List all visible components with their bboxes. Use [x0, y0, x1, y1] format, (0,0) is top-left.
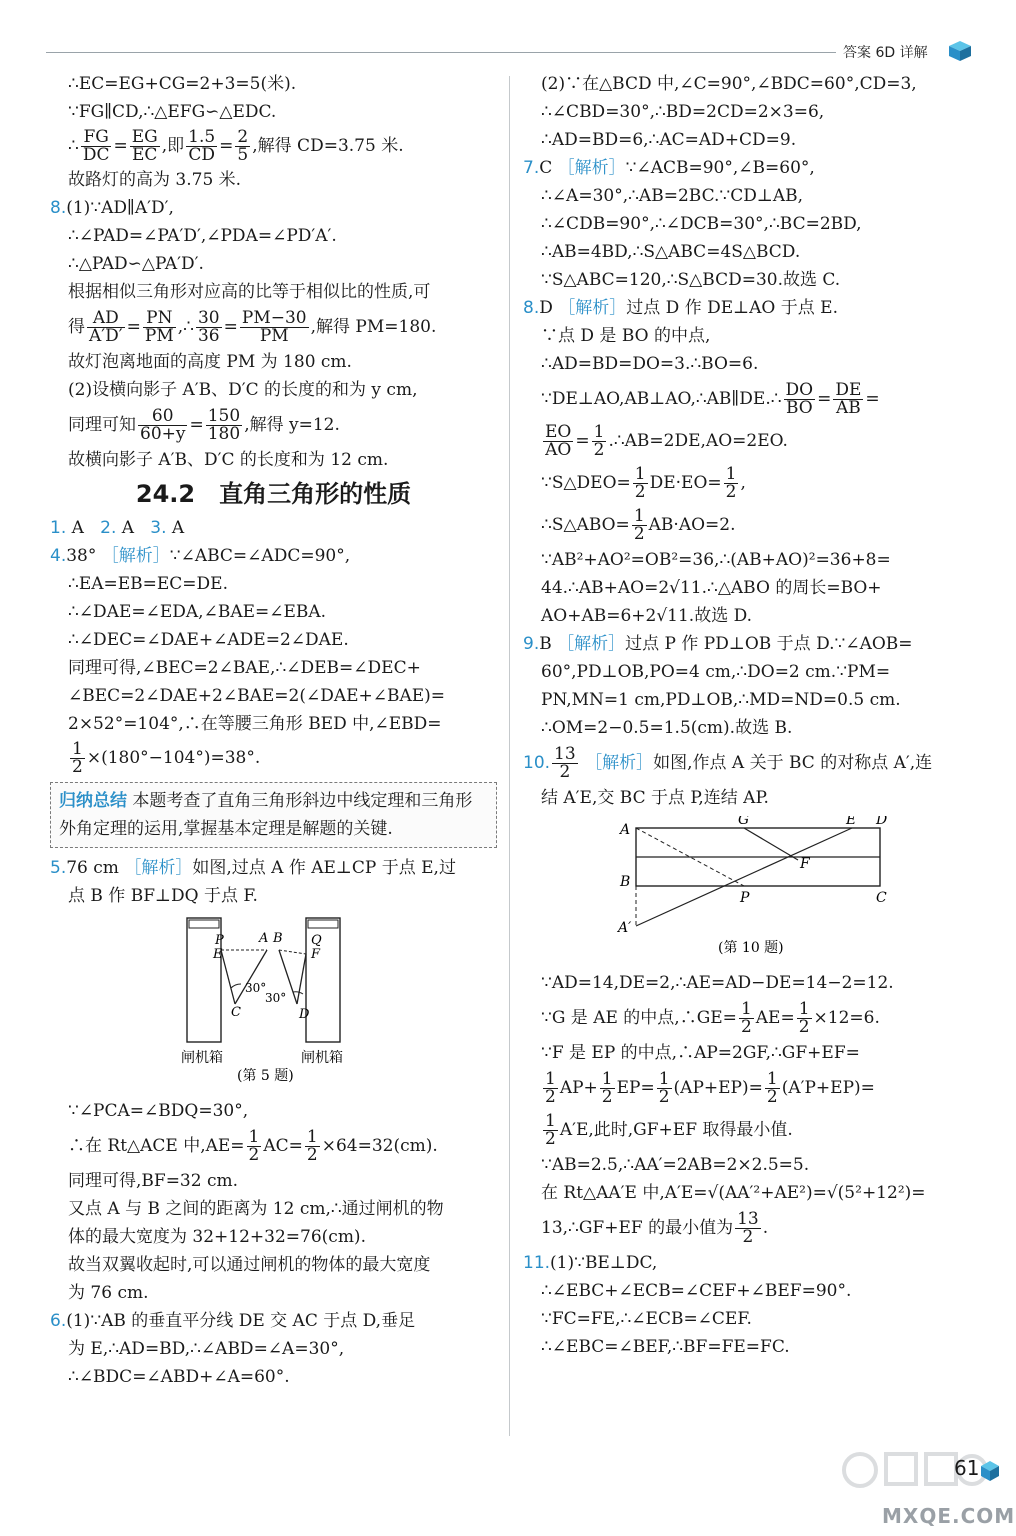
text-line: 根据相似三角形对应高的比等于相似比的性质,可	[68, 282, 431, 302]
page-corner-icon	[980, 1460, 1000, 1482]
svg-text:D: D	[875, 816, 887, 828]
fraction: $\frac{1}{2}$	[601, 1069, 613, 1107]
question-9: 9.B ［解析］过点 P 作 PD⊥OB 于点 D.∵∠AOB=	[523, 634, 913, 654]
fraction: $\frac{1}{2}$	[545, 1111, 556, 1149]
turnstile-diagram	[179, 914, 369, 1084]
figure-5	[50, 914, 497, 1093]
text-line: ∵G 是 AE 的中点,∴GE= $\frac{1}{2}$ AE= $\frac{1}{2}$ ×12=6.	[541, 999, 880, 1037]
svg-text:A: A	[619, 822, 630, 838]
fraction: $\frac{DO}{BO}$	[785, 380, 814, 418]
fraction: $\frac{1}{2}$	[725, 464, 737, 502]
text-line: 在 Rt△AA′E 中,A′E=√(AA′²+AE²)=√(5²+12²)=	[541, 1183, 926, 1203]
question-number: 7.	[523, 158, 540, 178]
analysis-tag: ［解析］	[101, 546, 170, 566]
text-line: ∴∠EBC=∠BEF,∴BF=FE=FC.	[541, 1337, 790, 1357]
text-line: $\frac{1}{2}$ AP+ $\frac{1}{2}$ EP= $\frac{1}{2}$ (AP+EP)= $\frac{1}{2}$ (A′P+EP)=	[545, 1069, 875, 1107]
fraction: $\frac{30}{36}$	[197, 308, 220, 346]
svg-text:E: E	[845, 816, 856, 828]
text-line: 故路灯的高为 3.75 米.	[68, 170, 242, 190]
text-line: ∠BEC=2∠DAE+2∠BAE=2(∠DAE+∠BAE)=	[68, 686, 446, 706]
text-line: 故灯泡离地面的高度 PM 为 180 cm.	[68, 352, 352, 372]
text-line: ∵FG∥CD,∴△EFG∽△EDC.	[68, 102, 277, 122]
svg-text:F: F	[310, 947, 320, 962]
text-line: 同理可得,BF=32 cm.	[68, 1171, 239, 1191]
question-number: 10.	[523, 753, 551, 773]
text-line: ∴△PAD∽△PA′D′.	[68, 254, 204, 274]
analysis-tag: ［解析］	[585, 753, 654, 773]
text-line: ∵DE⊥AO,AB⊥AO,∴AB∥DE.∴ $\frac{DO}{BO}$ = $\frac{DE}{AB}$ =	[541, 380, 880, 418]
text-line: ∵S△ABC=120,∴S△BCD=30.故选 C.	[541, 270, 841, 290]
text-line: (2)∵在△BCD 中,∠C=90°,∠BDC=60°,CD=3,	[541, 74, 917, 94]
text-line: $\frac{1}{2}$ A′E,此时,GF+EF 取得最小值.	[545, 1111, 793, 1149]
svg-text:P: P	[214, 933, 224, 948]
svg-text:(第 10 题): (第 10 题)	[717, 940, 784, 956]
question-8: 8.(1)∵AD∥A′D′,	[50, 198, 174, 218]
text-line: ∴∠DEC=∠DAE+∠ADE=2∠DAE.	[68, 630, 349, 650]
summary-tag: 归纳总结	[59, 791, 127, 811]
text-line: ∴AD=BD=6,∴AC=AD+CD=9.	[541, 130, 797, 150]
text-line: ∵AB²+AO²=OB²=36,∴(AB+AO)²=36+8=	[541, 550, 891, 570]
svg-text:D: D	[298, 1007, 309, 1022]
fraction: $\frac{1}{2}$	[766, 1069, 778, 1107]
text-line: ∴∠A=30°,∴AB=2BC.∵CD⊥AB,	[541, 186, 803, 206]
section-title: 24.2 直角三角形的性质	[135, 480, 412, 508]
question-11: 11.(1)∵BE⊥DC,	[523, 1253, 658, 1273]
question-7: 7.C ［解析］∵∠ACB=90°,∠B=60°,	[523, 158, 815, 178]
fraction: $\frac{PM-30}{PM}$	[241, 308, 307, 346]
text-line: $\frac{EO}{AO}$ = $\frac{1}{2}$ .∴AB=2DE,AO=2EO.	[545, 422, 788, 460]
text-line: ∴∠EBC+∠ECB=∠CEF+∠BEF=90°.	[541, 1281, 852, 1301]
page-number: 61	[954, 1456, 980, 1480]
question-number: 8.	[50, 198, 67, 218]
svg-text:Q: Q	[310, 933, 322, 948]
fraction: $\frac{1}{2}$	[72, 739, 83, 777]
text-line: ∴S△ABO= $\frac{1}{2}$ AB·AO=2.	[541, 506, 736, 544]
fraction: $\frac{1}{2}$	[634, 464, 646, 502]
fraction: $\frac{1}{2}$	[658, 1069, 670, 1107]
svg-text:F: F	[799, 856, 810, 872]
text-line: ∴∠BDC=∠ABD+∠A=60°.	[68, 1367, 290, 1387]
header-label: 答案 6D 详解	[843, 45, 928, 61]
svg-text:30°: 30°	[244, 981, 266, 995]
text-line: ∵AB=2.5,∴AA′=2AB=2×2.5=5.	[541, 1155, 810, 1175]
text-line: ∴∠PAD=∠PA′D′,∠PDA=∠PD′A′.	[68, 226, 337, 246]
fraction: $\frac{150}{180}$	[207, 406, 241, 444]
analysis-tag: ［解析］	[558, 298, 627, 318]
left-column	[50, 70, 497, 1391]
fraction: $\frac{2}{5}$	[237, 127, 249, 165]
question-number: 11.	[523, 1253, 551, 1273]
text-line: ∴AB=4BD,∴S△ABC=4S△BCD.	[541, 242, 801, 262]
text-line: 为 76 cm.	[68, 1283, 149, 1303]
fraction: $\frac{1}{2}$	[633, 506, 645, 544]
text-line: 2×52°=104°,∴在等腰三角形 BED 中,∠EBD=	[68, 714, 442, 734]
column-divider	[509, 76, 510, 1436]
text-line: PN,MN=1 cm,PD⊥OB,∴MD=ND=0.5 cm.	[541, 690, 901, 710]
watermark-text: MXQE.COM	[882, 1504, 1016, 1528]
fraction: $\frac{1}{2}$	[248, 1127, 260, 1165]
analysis-tag: ［解析］	[557, 158, 626, 178]
svg-text:A′: A′	[617, 920, 631, 936]
text-line: ∴∠DAE=∠EDA,∠BAE=∠EBA.	[68, 602, 327, 622]
fraction: $\frac{1}{2}$	[740, 999, 752, 1037]
svg-text:B: B	[272, 931, 283, 946]
svg-text:闸机箱: 闸机箱	[300, 1050, 343, 1066]
text-line: 13,∴GF+EF 的最小值为 $\frac{13}{2}$ .	[541, 1209, 769, 1247]
text-line: 结 A′E,交 BC 于点 P,连结 AP.	[541, 788, 769, 808]
svg-text:E: E	[212, 947, 222, 962]
question-number: 5.	[50, 858, 67, 878]
text-line: ∵FC=FE,∴∠ECB=∠CEF.	[541, 1309, 752, 1329]
text-line: (2)设横向影子 A′B、D′C 的长度的和为 y cm,	[68, 380, 418, 400]
question-5: 5.76 cm ［解析］如图,过点 A 作 AE⊥CP 于点 E,过	[50, 858, 456, 878]
text-line: ∵∠PCA=∠BDQ=30°,	[68, 1101, 249, 1121]
fraction: $\frac{DE}{AB}$	[835, 380, 862, 418]
question-number: 8.	[523, 298, 540, 318]
svg-text:G: G	[737, 816, 749, 828]
text-line: ∵F 是 EP 的中点,∴AP=2GF,∴GF+EF=	[541, 1043, 860, 1063]
fraction: $\frac{PN}{PM}$	[144, 308, 174, 346]
text-line: ∴EC=EG+CG=2+3=5(米).	[68, 74, 297, 94]
analysis-tag: ［解析］	[557, 634, 626, 654]
svg-text:A: A	[258, 931, 268, 946]
svg-text:C: C	[875, 890, 887, 906]
svg-text:(第 5 题): (第 5 题)	[236, 1068, 294, 1084]
text-line: 又点 A 与 B 之间的距离为 12 cm,∴通过闸机的物	[68, 1199, 444, 1219]
text-line: ∴EA=EB=EC=DE.	[68, 574, 228, 594]
text-line: ∴OM=2−0.5=1.5(cm).故选 B.	[541, 718, 793, 738]
text-line: ∴在 Rt△ACE 中,AE= $\frac{1}{2}$ AC= $\frac{1}{2}$ ×64=32(cm).	[68, 1127, 438, 1165]
text-line: ∴AD=BD=DO=3.∴BO=6.	[541, 354, 759, 374]
fraction: $\frac{60}{60+y}$	[140, 406, 186, 444]
rectangle-diagram	[606, 816, 896, 956]
figure-10	[523, 816, 978, 965]
analysis-tag: ［解析］	[124, 858, 193, 878]
fraction: $\frac{EG}{EC}$	[131, 127, 158, 165]
fraction: $\frac{1.5}{CD}$	[188, 127, 216, 165]
question-number: 4.	[50, 546, 67, 566]
cube-icon	[948, 40, 972, 62]
fraction: $\frac{EO}{AO}$	[545, 422, 572, 460]
question-8: 8.D ［解析］过点 D 作 DE⊥AO 于点 E.	[523, 298, 838, 318]
text-line: AO+AB=6+2√11.故选 D.	[541, 606, 753, 626]
svg-text:B: B	[619, 874, 630, 890]
right-column	[523, 70, 978, 1361]
question-number: 9.	[523, 634, 540, 654]
svg-text:闸机箱: 闸机箱	[180, 1050, 223, 1066]
fraction: $\frac{1}{2}$	[306, 1127, 318, 1165]
summary-box: 归纳总结 本题考查了直角三角形斜边中线定理和三角形外角定理的运用,掌握基本定理是解题的关键.	[50, 782, 497, 848]
text-line: 60°,PD⊥OB,PO=4 cm,∴DO=2 cm.∵PM=	[541, 662, 891, 682]
header-rule	[46, 52, 836, 53]
questions-1-3: 1. A 2. A 3. A	[50, 518, 185, 538]
fraction: $\frac{FG}{DC}$	[82, 127, 110, 165]
text-line: 故当双翼收起时,可以通过闸机的物体的最大宽度	[68, 1255, 431, 1275]
svg-text:30°: 30°	[264, 991, 286, 1005]
question-number: 6.	[50, 1311, 67, 1331]
fraction: $\frac{1}{2}$	[593, 422, 605, 460]
text-line: 体的最大宽度为 32+12+32=76(cm).	[68, 1227, 366, 1247]
text-line: 同理可得,∠BEC=2∠BAE,∴∠DEB=∠DEC+	[68, 658, 421, 678]
question-10: 10. $\frac{13}{2}$ ［解析］如图,作点 A 关于 BC 的对称点 A′,连	[523, 744, 933, 782]
text-line: 同理可知 $\frac{60}{60+y}$ = $\frac{150}{180}$ ,解得 y=12.	[68, 406, 340, 444]
question-6: 6.(1)∵AB 的垂直平分线 DE 交 AC 于点 D,垂足	[50, 1311, 416, 1331]
text-line: ∴∠CDB=90°,∴∠DCB=30°,∴BC=2BD,	[541, 214, 862, 234]
fraction: $\frac{AD}{A'D'}$	[89, 308, 123, 346]
fraction: $\frac{13}{2}$	[737, 1209, 759, 1247]
text-line: 44.∴AB+AO=2√11.∴△ABO 的周长=BO+	[541, 578, 882, 598]
text-line: ∵S△DEO= $\frac{1}{2}$ DE·EO= $\frac{1}{2}$ ,	[541, 464, 746, 502]
fraction: $\frac{1}{2}$	[798, 999, 810, 1037]
question-4: 4.38° ［解析］∵∠ABC=∠ADC=90°,	[50, 546, 351, 566]
text-line: 为 E,∴AD=BD,∴∠ABD=∠A=30°,	[68, 1339, 345, 1359]
text-line: ∵点 D 是 BO 的中点,	[541, 326, 711, 346]
text-line: ∴ $\frac{FG}{DC}$ = $\frac{EG}{EC}$ ,即 $\frac{1.5}{CD}$ = $\frac{2}{5}$ ,解得 CD=3.75 米.	[68, 127, 404, 165]
fraction: $\frac{13}{2}$	[554, 744, 576, 782]
text-line: 故横向影子 A′B、D′C 的长度和为 12 cm.	[68, 450, 389, 470]
fraction: $\frac{1}{2}$	[545, 1069, 556, 1107]
text-line: ∵AD=14,DE=2,∴AE=AD−DE=14−2=12.	[541, 973, 894, 993]
svg-text:C: C	[230, 1005, 241, 1020]
text-line: 得 $\frac{AD}{A'D'}$ = $\frac{PN}{PM}$ ,∴ $\frac{30}{36}$ = $\frac{PM-30}{PM}$ ,解得 PM=180.	[68, 308, 437, 346]
svg-text:P: P	[739, 890, 749, 906]
text-line: ∴∠CBD=30°,∴BD=2CD=2×3=6,	[541, 102, 825, 122]
text-line: 点 B 作 BF⊥DQ 于点 F.	[68, 886, 258, 906]
text-line: $\frac{1}{2}$ ×(180°−104°)=38°.	[72, 739, 261, 777]
